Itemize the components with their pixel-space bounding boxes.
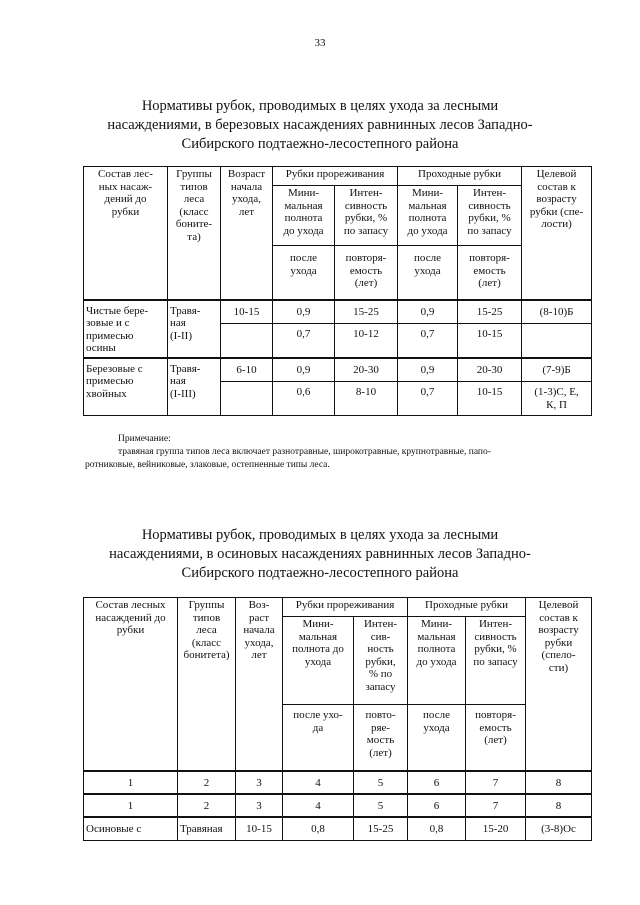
table-cell: 0,7 <box>398 324 458 358</box>
t2-header-thin-rep: повто- ряе- мость (лет) <box>354 705 408 771</box>
table-cell: 15-25 <box>335 300 398 324</box>
column-number: 5 <box>354 771 408 794</box>
column-number: 6 <box>408 794 466 817</box>
table1-title-line: Сибирского подтаежно-лесостепного района <box>181 136 459 152</box>
table2-title-line: Нормативы рубок, проводимых в целях ухода за лесными <box>141 527 499 543</box>
table-cell: 15-20 <box>466 817 526 841</box>
table1-title-line: насаждениями, в березовых насаждениях равнинных лесов Западно- <box>107 117 533 133</box>
t2-header-passing: Проходные рубки <box>408 598 526 617</box>
table-cell: Чистые бере- зовые и с примесью осины <box>84 300 168 358</box>
note-label: Примечание: <box>118 434 171 444</box>
table-cell: (1-3)С, Е, К, П <box>522 382 592 416</box>
table2-title-line: насаждениями, в осиновых насаждениях равнинных лесов Западно- <box>109 546 531 562</box>
note-text: ротниковые, вейниковые, злаковые, остепненные типы леса. <box>85 460 330 470</box>
table1 <box>83 166 592 416</box>
table1-title <box>60 97 580 154</box>
table-cell: Травя- ная (I-III) <box>168 358 221 416</box>
table2-title <box>60 526 580 583</box>
t1-header-pass-int: Интен- сивность рубки, % по запасу <box>458 186 522 246</box>
t2-header-thinning: Рубки прореживания <box>283 598 408 617</box>
table-cell: 10-12 <box>335 324 398 358</box>
column-number: 6 <box>408 771 466 794</box>
column-number: 1 <box>84 794 178 817</box>
column-number: 3 <box>236 794 283 817</box>
t2-header-thin-min: Мини- мальная полнота до ухода <box>283 617 354 705</box>
column-number: 8 <box>526 794 592 817</box>
table-cell: (7-9)Б <box>522 358 592 382</box>
table-cell: 8-10 <box>335 382 398 416</box>
page-number: 33 <box>314 37 326 49</box>
t2-header-pass-min: Мини- мальная полнота до ухода <box>408 617 466 705</box>
t1-header-target: Целевой состав к возрасту рубки (спе- лости) <box>522 167 592 300</box>
t1-header-pass-rep: повторя- емость (лет) <box>458 246 522 300</box>
table-cell: 20-30 <box>335 358 398 382</box>
table-cell: 20-30 <box>458 358 522 382</box>
table-cell: 0,9 <box>273 358 335 382</box>
t1-header-forest-type: Группы типов леса (класс боните- та) <box>168 167 221 300</box>
table-cell: 0,8 <box>283 817 354 841</box>
table-cell: 0,9 <box>398 300 458 324</box>
note-text: травяная группа типов леса включает разнотравные, широкотравные, крупнотравные, папо- <box>118 447 491 457</box>
column-number: 3 <box>236 771 283 794</box>
column-number: 2 <box>178 771 236 794</box>
table-cell: 0,7 <box>273 324 335 358</box>
table-cell: (8-10)Б <box>522 300 592 324</box>
column-number: 1 <box>84 771 178 794</box>
table-cell: 0,7 <box>398 382 458 416</box>
t2-header-age: Воз- раст начала ухода, лет <box>236 598 283 771</box>
column-number: 4 <box>283 794 354 817</box>
t2-header-composition: Состав лесных насаждений до рубки <box>84 598 178 771</box>
t1-header-thinning: Рубки прореживания <box>273 167 398 186</box>
table-cell: 6-10 <box>221 358 273 382</box>
table-cell: Березовые с примесью хвойных <box>84 358 168 416</box>
table-cell: 0,9 <box>273 300 335 324</box>
column-number: 5 <box>354 794 408 817</box>
table-cell: 10-15 <box>236 817 283 841</box>
t2-header-thin-after: после ухо- да <box>283 705 354 771</box>
table-cell: 0,6 <box>273 382 335 416</box>
column-number: 8 <box>526 771 592 794</box>
table1-title-line: Нормативы рубок, проводимых в целях ухода за лесными <box>141 98 499 114</box>
t2-header-pass-int: Интен- сивность рубки, % по запасу <box>466 617 526 705</box>
t2-header-thin-int: Интен- сив- ность рубки, % по запасу <box>354 617 408 705</box>
table-cell: 10-15 <box>458 382 522 416</box>
t1-header-passing: Проходные рубки <box>398 167 522 186</box>
column-number: 7 <box>466 771 526 794</box>
table-cell: 10-15 <box>221 300 273 324</box>
table-cell: 0,9 <box>398 358 458 382</box>
table2 <box>83 597 592 841</box>
table1-note <box>85 433 595 472</box>
t1-header-thin-min: Мини- мальная полнота до ухода <box>273 186 335 246</box>
table-cell: 15-25 <box>354 817 408 841</box>
t1-header-thin-rep: повторя- емость (лет) <box>335 246 398 300</box>
t2-header-target: Целевой состав к возрасту рубки (спело- сти) <box>526 598 592 771</box>
t2-header-pass-after: после ухода <box>408 705 466 771</box>
table-cell: Травяная <box>178 817 236 841</box>
table-cell <box>221 382 273 416</box>
table-cell: (3-8)Ос <box>526 817 592 841</box>
t1-header-composition: Состав лес- ных насаж- дений до рубки <box>84 167 168 300</box>
table-cell <box>221 324 273 358</box>
t1-header-age: Возраст начала ухода, лет <box>221 167 273 300</box>
t1-header-pass-after: после ухода <box>398 246 458 300</box>
t2-header-forest-type: Группы типов леса (класс бонитета) <box>178 598 236 771</box>
column-number: 7 <box>466 794 526 817</box>
column-number: 4 <box>283 771 354 794</box>
t1-header-thin-after: после ухода <box>273 246 335 300</box>
table-cell: Осиновые с <box>84 817 178 841</box>
table2-title-line: Сибирского подтаежно-лесостепного района <box>181 565 459 581</box>
t1-header-thin-int: Интен- сивность рубки, % по запасу <box>335 186 398 246</box>
t1-header-pass-min: Мини- мальная полнота до ухода <box>398 186 458 246</box>
table-cell: 10-15 <box>458 324 522 358</box>
t2-header-pass-rep: повторя- емость (лет) <box>466 705 526 771</box>
column-number: 2 <box>178 794 236 817</box>
table-cell: Травя- ная (I-II) <box>168 300 221 358</box>
table-cell <box>522 324 592 358</box>
table-cell: 15-25 <box>458 300 522 324</box>
table-cell: 0,8 <box>408 817 466 841</box>
